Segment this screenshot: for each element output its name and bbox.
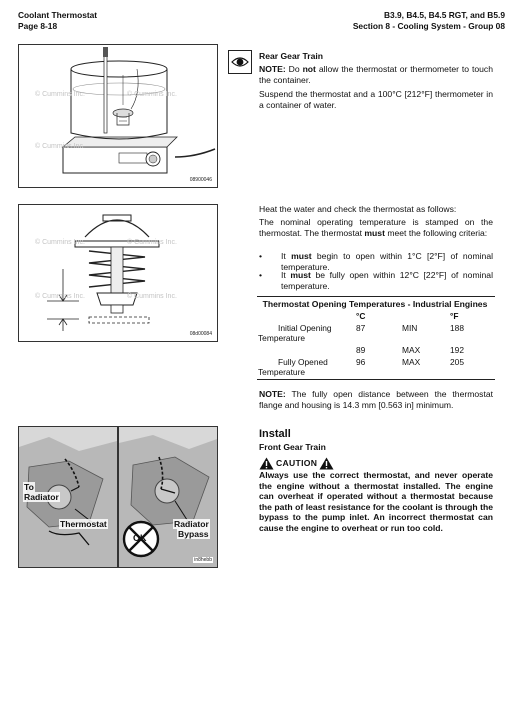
note-label: NOTE: bbox=[259, 64, 286, 74]
rear-gear-title: Rear Gear Train bbox=[259, 51, 324, 61]
watermark: © Cummins Inc. bbox=[127, 239, 177, 246]
opening-distance-note: NOTE: The fully open distance between the thermostat flange and housing is 14.3 mm [0.563 in] minimum. bbox=[259, 389, 493, 410]
watermark: © Cummins Inc. bbox=[35, 293, 85, 300]
caution-banner bbox=[259, 456, 334, 470]
criteria-bullet: • It must be fully open within 12°C [22°F] of nominal temperature. bbox=[259, 270, 493, 291]
watermark: © Cummins Inc. bbox=[127, 293, 177, 300]
section-title: Section 8 - Cooling System - Group 08 bbox=[352, 21, 505, 31]
install-heading: Install bbox=[259, 428, 291, 440]
engine-models: B3.9, B4.5, B4.5 RGT, and B5.9 bbox=[383, 10, 505, 20]
bypass-label: Bypass bbox=[178, 529, 209, 539]
figure-engine-right bbox=[118, 426, 218, 568]
figure-thermostat-section bbox=[18, 204, 218, 342]
col-celsius: °C bbox=[356, 310, 366, 321]
suspend-instruction: Suspend the thermostat and a 100°C [212°F] thermometer in a container of water. bbox=[259, 89, 493, 110]
radiator-label: Radiator bbox=[24, 492, 59, 502]
heat-intro: Heat the water and check the thermostat as follows: bbox=[259, 204, 457, 214]
warning-triangle-icon bbox=[259, 457, 274, 470]
figure-code: in8hebb bbox=[194, 557, 212, 563]
ok-label: OK bbox=[133, 533, 147, 543]
inspection-eye-icon bbox=[228, 50, 252, 74]
table-row: Fully Opened Temperature 96 MAX 205 bbox=[258, 356, 464, 377]
figure-code: 08d00084 bbox=[189, 331, 212, 337]
to-label: To bbox=[24, 482, 34, 492]
watermark: © Cummins Inc. bbox=[35, 143, 85, 150]
thermostat-label: Thermostat bbox=[60, 519, 107, 529]
watermark: © Cummins Inc. bbox=[127, 91, 177, 98]
doc-title: Coolant Thermostat bbox=[18, 10, 98, 20]
table-title: Thermostat Opening Temperatures - Industrial Engines bbox=[262, 299, 488, 309]
figure-code: 08900046 bbox=[189, 177, 212, 183]
col-fahrenheit: °F bbox=[450, 310, 459, 321]
warning-triangle-icon bbox=[319, 457, 334, 470]
figure-thermostat-in-water bbox=[18, 44, 218, 188]
temperature-table bbox=[257, 296, 495, 380]
caution-text: Always use the correct thermostat, and never operate the engine without a thermostat installed. The engine can overheat if operated without a thermostat because the path of least resistance for the coolant is through the bypass to the pump inlet. An incorrect thermostat can cause the engine to overheat or run too cold. bbox=[259, 470, 493, 533]
table-row: Initial Opening Temperature 87 MIN 188 bbox=[258, 322, 464, 343]
rear-gear-note: NOTE: Do not allow the thermostat or thermometer to touch the container. bbox=[259, 64, 494, 85]
caution-label: CAUTION bbox=[276, 458, 318, 468]
watermark: © Cummins Inc. bbox=[35, 91, 85, 98]
criteria-bullet: • It must begin to open within 1°C [2°F] of nominal temperature. bbox=[259, 251, 494, 272]
page-number: Page 8-18 bbox=[18, 21, 58, 31]
figure-engine-left bbox=[18, 426, 118, 568]
front-gear-subheading: Front Gear Train bbox=[259, 442, 326, 452]
nominal-criteria: The nominal operating temperature is stamped on the thermostat. The thermostat must meet the following criteria: bbox=[259, 217, 493, 238]
table-row: 89 MAX 192 bbox=[356, 344, 464, 355]
radiator-bypass-label: Radiator bbox=[174, 519, 209, 529]
watermark: © Cummins Inc. bbox=[35, 239, 85, 246]
